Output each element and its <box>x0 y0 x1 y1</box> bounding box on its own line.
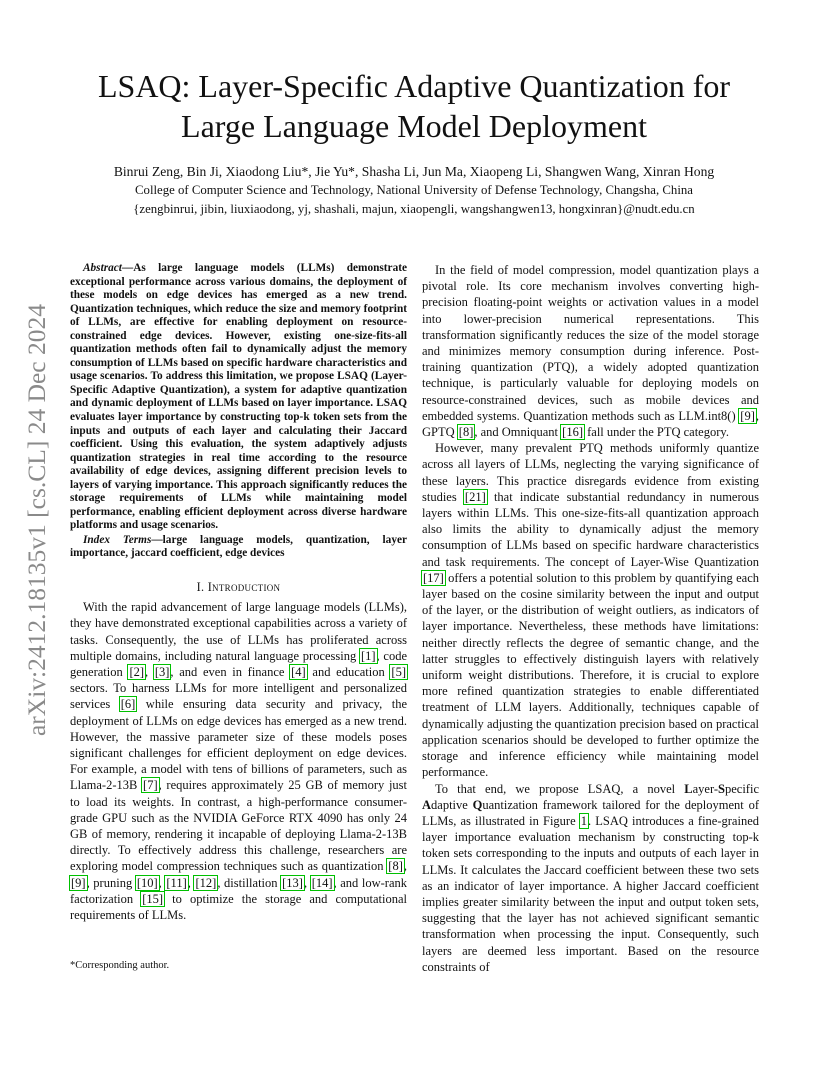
text-run: , and low-rank factorization <box>70 875 408 906</box>
text-run: , <box>403 859 407 874</box>
text-run: offers a potential solution to this problem by quantifying each layer based on the cosine similarity between the input and output of the layer, or the distribution of weight outliers, as indicators of layer importance. Nevertheless, these methods have limitations: neither directly reflects the degree of semantic change, and the latter struggles to effectively distinguish layers with relatively uniform weight distributions. Therefore, it is crucial to explore more refined quantization strategies to enable differentiated treatment of LLM layers. Additionally, techniques capable of dynamically adjusting the quantization precision based on practical application scenarios should be developed to further optimize the storage and inference efficiency while maintaining model performance. <box>422 570 759 780</box>
affiliation: College of Computer Science and Technology, National University of Defense Technology, Changsha, China <box>135 183 693 197</box>
text-run: while ensuring data security and privacy, the deployment of LLMs on edge devices has emerged as a new trend. However, the massive parameter size of these models poses significant challenges for efficient deployment on edge devices. For example, a model with tens of billions of parameters, such as Llama-2-13B <box>70 697 407 793</box>
acronym-letter: S <box>718 781 725 796</box>
citation-link[interactable]: [13] <box>282 875 303 890</box>
acronym-letter: A <box>422 797 432 812</box>
text-run: uantization framework tailored for the deployment of LLMs, as illustrated in Figure <box>422 797 759 828</box>
text-run: , <box>145 665 154 680</box>
text-run: , code generation <box>70 648 407 680</box>
text-run: To that end, we propose LSAQ, a novel <box>435 781 685 796</box>
author-emails: {zengbinrui, jibin, liuxiaodong, yj, shashali, majun, xiaopengli, wangshangwen13, hongxinran}@nudt.edu.cn <box>133 202 695 216</box>
title-line-2: Large Language Model Deployment <box>181 108 647 144</box>
text-run: daptive <box>431 797 473 812</box>
citation-link[interactable]: [5] <box>391 665 406 680</box>
citation-link[interactable]: [12] <box>195 875 217 890</box>
acronym-letter: L <box>684 781 693 796</box>
intro-paragraph-1 <box>70 599 407 923</box>
citation-link[interactable]: [2] <box>129 665 145 680</box>
text-run: to optimize the storage and computational requirements of LLMs. <box>70 891 407 923</box>
intro-paragraph-4 <box>422 781 759 975</box>
citation-link[interactable]: [17] <box>423 570 444 585</box>
text-run: , and Omniquant <box>474 425 562 440</box>
citation-link[interactable]: [10] <box>136 875 158 890</box>
text-run: and education <box>306 665 391 680</box>
author-block <box>40 162 788 219</box>
citation-link[interactable]: [7] <box>143 778 158 793</box>
left-column <box>70 262 407 923</box>
abstract: Abstract—As large language models (LLMs) demonstrate exceptional performance across various domains, the deployment of these models on edge devices has emerged as a new trend. Quantization techniques, which reduce the size and memory footprint of LLMs, are effective for enabling deployment on resource-constrained edge devices. However, existing one-size-fits-all quantization methods often fail to dynamically adjust the memory consumption of LLMs based on specific hardware characteristics and usage scenarios. To address this limitation, we propose LSAQ (Layer-Specific Adaptive Quantization), a system for adaptive quantization and dynamic deployment of LLMs based on layer importance. LSAQ evaluates layer importance by constructing top-k token sets from the inputs and outputs of each layer and calculating their Jaccard coefficient. Using this evaluation, the system adaptively adjusts quantization strategies in real time according to the resource availability of edge devices, assigning different precision levels to layers of varying importance. This approach significantly reduces the storage requirements of LLMs while maintaining model performance, enabling efficient deployment across diverse hardware platforms and usage scenarios. <box>70 262 407 532</box>
citation-link[interactable]: [1] <box>360 648 376 663</box>
text-run: pecific <box>724 781 759 796</box>
index-terms: Index Terms—large language models, quantization, layer importance, jaccard coefficient, edge devices <box>70 533 408 560</box>
citation-link[interactable]: [8] <box>458 425 474 440</box>
text-run: , <box>187 875 195 890</box>
text-run: However, many prevalent PTQ methods uniformly quantize across all layers of LLMs, neglecting the varying significance of these layers. This practice disregards evidence from existing studies <box>422 441 759 504</box>
citation-link[interactable]: [3] <box>154 665 170 680</box>
intro-paragraph-3 <box>422 440 759 780</box>
text-run: In the field of model compression, model quantization plays a pivotal role. Its core mechanism involves converting high-precision floating-point weights or activation values in a model into lower-precision numerical representations. This transformation significantly reduces the size of the model storage and minimizes memory consumption during inference. Post-training quantization (PTQ), a widely adopted quantization technique, is particularly valuable for deploying models on resource-constrained devices, such as mobile devices and embedded systems. Quantization methods such as LLM.int8() <box>422 263 759 423</box>
citation-link[interactable]: [11] <box>166 875 187 890</box>
figure-link[interactable]: 1 <box>580 813 588 828</box>
right-column <box>422 262 759 975</box>
author-list: Binrui Zeng, Bin Ji, Xiaodong Liu*, Jie Yu*, Shasha Li, Jun Ma, Xiaopeng Li, Shangwen Wang, Xinran Hong <box>113 164 715 179</box>
citation-link[interactable]: [21] <box>464 489 486 504</box>
text-run: fall under the PTQ category. <box>583 425 729 440</box>
citation-link[interactable]: [9] <box>71 875 86 890</box>
citation-link[interactable]: [16] <box>562 425 583 440</box>
text-run: With the rapid advancement of large language models (LLMs), they have demonstrated exceptional capabilities across a variety of tasks. Consequently, the use of LLMs has proliferated across multiple domains, including natural language processing <box>70 600 407 663</box>
citation-link[interactable]: [4] <box>291 665 306 680</box>
text-run: , and even in finance <box>170 665 291 680</box>
intro-paragraph-2 <box>422 262 759 440</box>
citation-link[interactable]: [6] <box>120 697 136 712</box>
text-run: that indicate substantial redundancy in numerous layers within LLMs. This one-size-fits-all quantization approach also limits the ability to dynamically adjust the memory consumption of LLMs based on specific hardware characteristics and task requirements. The concept of Layer-Wise Quantization <box>422 489 759 569</box>
acronym-letter: Q <box>472 797 483 812</box>
citation-link[interactable]: [14] <box>311 875 333 890</box>
text-run: , GPTQ <box>422 408 759 440</box>
section-heading-introduction: I. Introduction <box>196 580 281 595</box>
text-run: . LSAQ introduces a fine-grained layer importance evaluation mechanism by constructing top-k token sets corresponding to the inputs and outputs of each layer in LLMs. It calculates the Jaccard coefficient between these two sets as an indicator of layer importance. A higher Jaccard coefficient implies greater similarity between the input and output token sets, suggesting that the layer has not achieved significant semantic transformation when processing the input. Consequently, such layers are deemed less important. Based on the resource constraints of <box>422 813 759 974</box>
text-run: , <box>158 875 166 890</box>
text-run: sectors. To harness LLMs for more intelligent and personalized services <box>70 681 407 712</box>
title-line-1: LSAQ: Layer-Specific Adaptive Quantization for <box>97 68 731 104</box>
citation-link[interactable]: [15] <box>142 891 164 906</box>
citation-link[interactable]: [8] <box>388 859 403 874</box>
text-run: , distillation <box>217 875 282 890</box>
paper-title <box>60 66 768 146</box>
text-run: ayer- <box>692 781 719 796</box>
arxiv-identifier: arXiv:2412.18135v1 [cs.CL] 24 Dec 2024 <box>22 303 52 737</box>
citation-link[interactable]: [9] <box>740 408 755 423</box>
text-run: , pruning <box>86 875 136 890</box>
text-run: , requires approximately 25 GB of memory just to load its weights. In contrast, a high-performance consumer-grade GPU such as the NVIDIA GeForce RTX 4090 has only 24 GB of memory, rendering it incapable of deploying Llama-2-13B directly. To effectively address this challenge, researchers are exploring model compression techniques such as quantization <box>70 778 407 874</box>
footnote: *Corresponding author. <box>70 960 170 971</box>
text-run: , <box>303 875 311 890</box>
